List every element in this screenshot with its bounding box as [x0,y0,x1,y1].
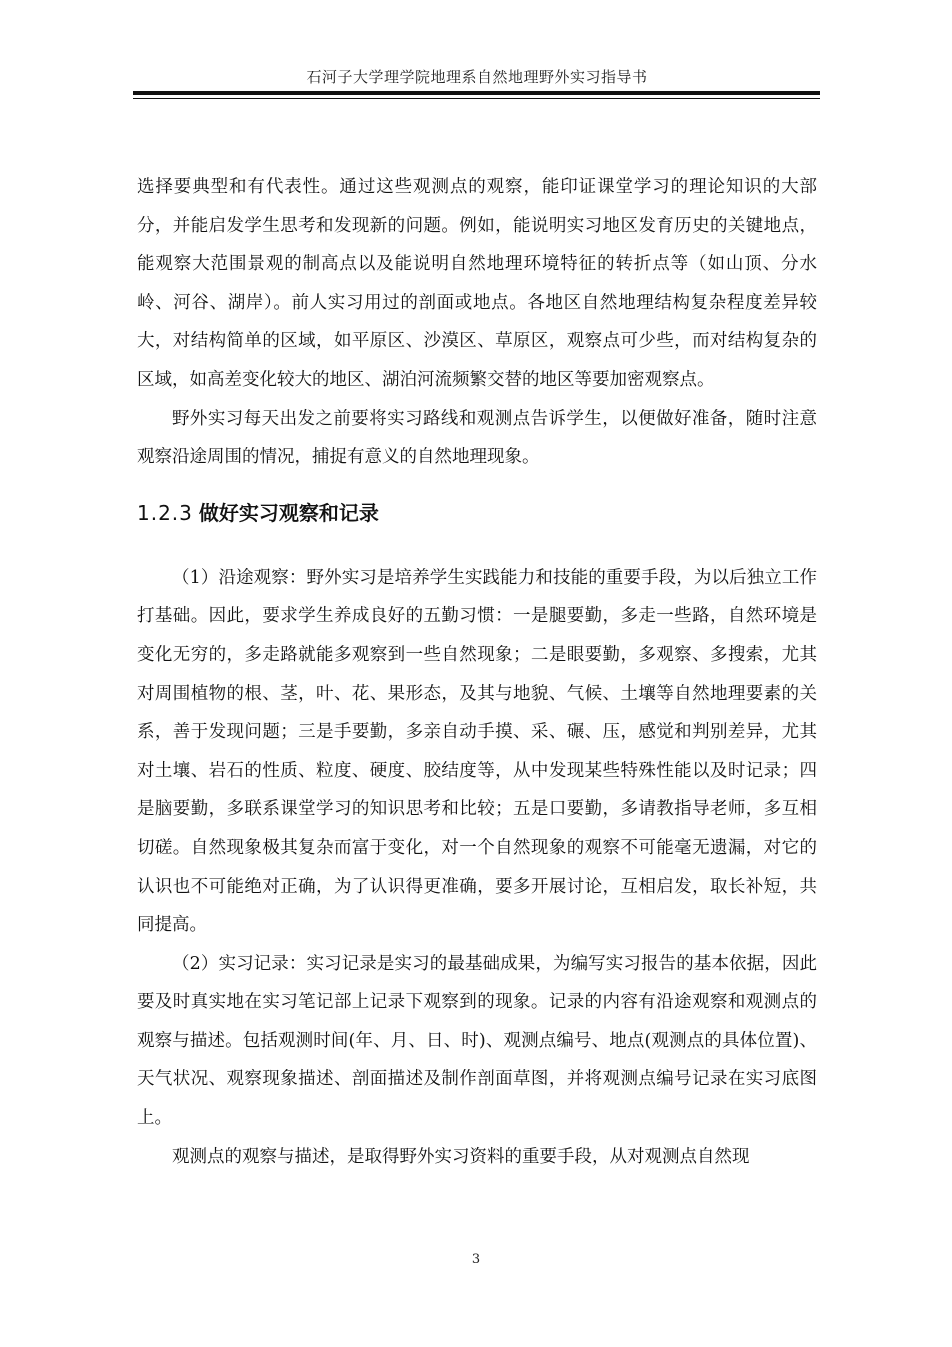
body-paragraph: 野外实习每天出发之前要将实习路线和观测点告诉学生，以便做好准备，随时注意观察沿途周围的情况，捕捉有意义的自然地理现象。 [137,408,817,468]
body-paragraph: 观测点的观察与描述，是取得野外实习资料的重要手段，从对观测点自然现 [172,1146,750,1167]
body-paragraph: 选择要典型和有代表性。通过这些观测点的观察，能印证课堂学习的理论知识的大部分，并能启发学生思考和发现新的问题。例如，能说明实习地区发育历史的关键地点，能观察大范围景观的制高点以及能说明自然地理环境特征的转折点等（如山顶、分水岭、河谷、湖岸）。前人实习用过的剖面或地点。各地区自然地理结构复杂程度差异较大，对结构简单的区域，如平原区、沙漠区、草原区，观察点可少些，而对结构复杂的区域，如高差变化较大的地区、湖泊河流频繁交替的地区等要加密观察点。 [137,177,817,390]
running-header-title: 石河子大学理学院地理系自然地理野外实习指导书 [306,68,648,86]
section-heading [137,493,817,533]
body-paragraph: （1）沿途观察：野外实习是培养学生实践能力和技能的重要手段，为以后独立工作打基础。因此，要求学生养成良好的五勤习惯：一是腿要勤，多走一些路，自然环境是变化无穷的，多走路就能多观察到一些自然现象；二是眼要勤，多观察、多搜索，尤其对周围植物的根、茎，叶、花、果形态，及其与地貌、气候、土壤等自然地理要素的关系，善于发现问题；三是手要勤，多亲自动手摸、采、碾、压，感觉和判别差异，尤其对土壤、岩石的性质、粒度、硬度、胶结度等，从中发现某些特殊性能以及时记录；四是脑要勤，多联系课堂学习的知识思考和比较；五是口要勤，多请教指导老师，多互相切磋。自然现象极其复杂而富于变化，对一个自然现象的观察不可能毫无遗漏，对它的认识也不可能绝对正确，为了认识得更准确，要多开展讨论，互相启发，取长补短，共同提高。 [137,567,817,936]
body-paragraph: （2）实习记录：实习记录是实习的最基础成果，为编写实习报告的基本依据，因此要及时真实地在实习笔记部上记录下观察到的现象。记录的内容有沿途观察和观测点的观察与描述。包括观测时间(年、月、日、时)、观测点编号、地点(观测点的具体位置)、天气状况、观察现象描述、剖面描述及制作剖面草图，并将观测点编号记录在实习底图上。 [137,953,817,1129]
body-content [137,168,817,1176]
section-title: 做好实习观察和记录 [198,500,379,525]
header-rule-thin [133,98,820,99]
header-rule-thick [133,91,820,95]
page-number: 3 [471,1252,481,1267]
section-number: 1.2.3 [137,500,193,525]
